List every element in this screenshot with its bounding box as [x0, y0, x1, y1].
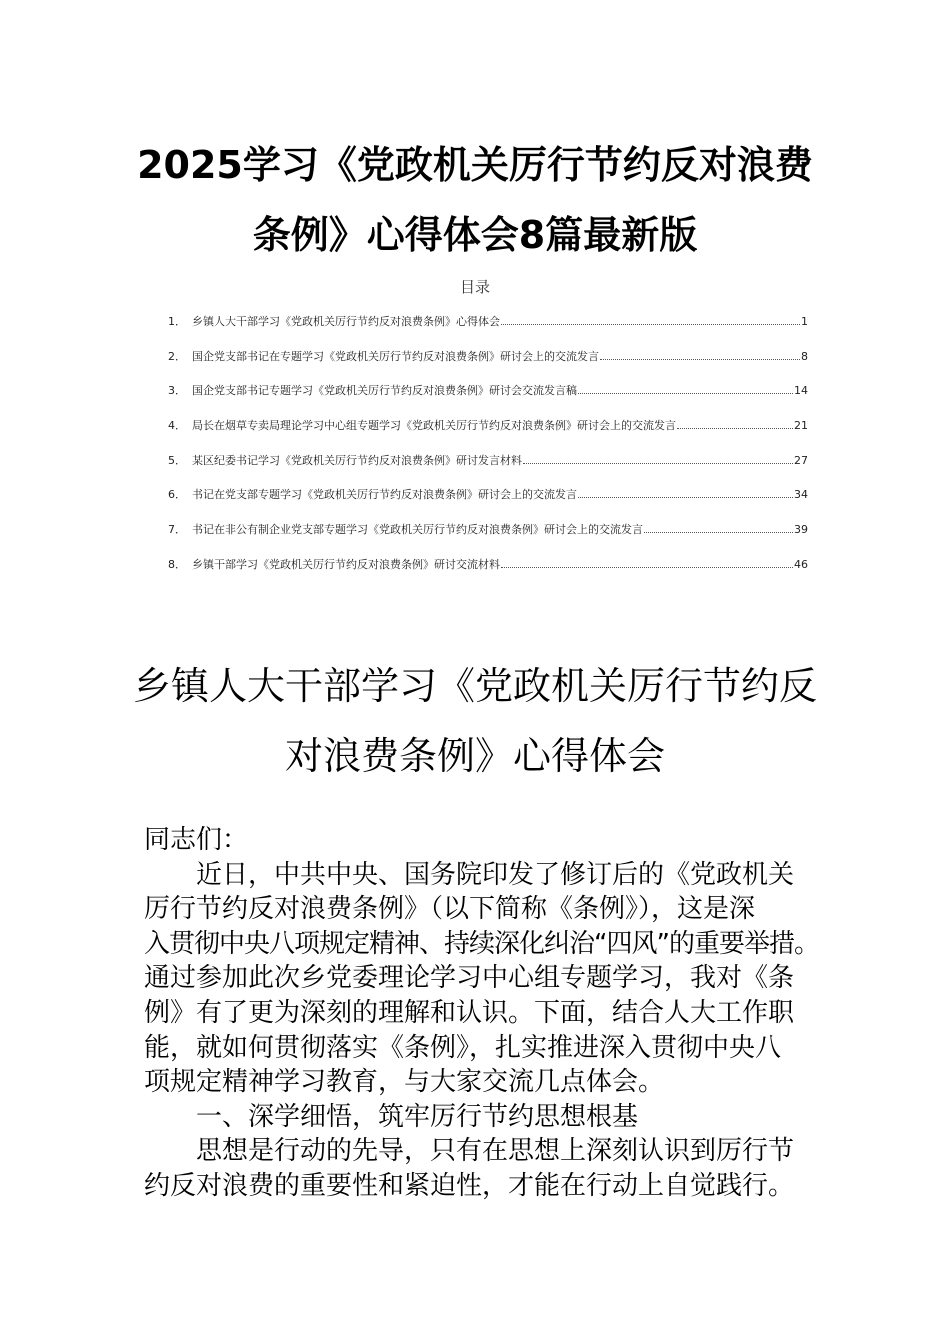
toc-leader-dots: [523, 449, 793, 464]
toc-entry-text: 书记在非公有制企业党支部专题学习《党政机关厉行节约反对浪费条例》研讨会上的交流发言: [192, 523, 643, 537]
toc-entry-page: 8: [801, 349, 808, 363]
paragraph-line: 约反对浪费的重要性和紧迫性，才能在行动上自觉践行。: [144, 1170, 795, 1201]
table-of-contents: [168, 310, 808, 588]
toc-entry[interactable]: [168, 518, 808, 553]
section-title-line-2: 对浪费条例》心得体会: [284, 734, 665, 778]
toc-leader-dots: [677, 414, 793, 429]
document-title-line-2: 条例》心得体会8篇最新版: [252, 213, 698, 257]
toc-leader-dots: [644, 518, 793, 533]
toc-entry-number: 4．: [168, 419, 186, 433]
toc-entry-number: 1．: [168, 315, 186, 328]
toc-leader-dots: [578, 379, 793, 394]
toc-entry-number: 5．: [168, 453, 186, 467]
toc-entry-text: 乡镇干部学习《党政机关厉行节约反对浪费条例》研讨交流材料: [192, 557, 500, 571]
paragraph-line: 项规定精神学习教育，与大家交流几点体会。: [144, 1067, 665, 1098]
toc-entry-text: 书记在党支部专题学习《党政机关厉行节约反对浪费条例》研讨会上的交流发言: [192, 488, 577, 502]
toc-entry-text: 乡镇人大干部学习《党政机关厉行节约反对浪费条例》心得体会: [192, 315, 500, 328]
toc-entry[interactable]: [168, 379, 808, 414]
paragraph-line: 例》有了更为深刻的理解和认识。下面，结合人大工作职: [144, 997, 795, 1028]
toc-entry-number: 8．: [168, 557, 186, 571]
toc-entry-page: 27: [794, 453, 808, 467]
toc-entry-page: 1: [801, 315, 808, 328]
toc-entry-text: 国企党支部书记专题学习《党政机关厉行节约反对浪费条例》研讨会交流发言稿: [192, 384, 577, 398]
toc-leader-dots: [501, 553, 793, 568]
toc-entry-page: 39: [794, 523, 808, 537]
paragraph-line: 近日，中共中央、国务院印发了修订后的《党政机关: [196, 859, 795, 890]
toc-entry-text: 国企党支部书记在专题学习《党政机关厉行节约反对浪费条例》研讨会上的交流发言: [192, 349, 599, 363]
toc-leader-dots: [600, 345, 800, 360]
toc-heading: 目录: [459, 278, 490, 296]
toc-entry-text: 某区纪委书记学习《党政机关厉行节约反对浪费条例》研讨发言材料: [192, 453, 522, 467]
toc-entry[interactable]: [168, 414, 808, 449]
document-title-line-1: 2025学习《党政机关厉行节约反对浪费: [137, 143, 813, 187]
toc-entry-page: 21: [794, 419, 808, 433]
body-text: [144, 823, 819, 1204]
toc-leader-dots: [578, 483, 793, 498]
toc-leader-dots: [501, 310, 800, 325]
paragraph-line: 入贯彻中央八项规定精神、持续深化纠治“四风”的重要举措。: [144, 928, 819, 959]
paragraph-line: 通过参加此次乡党委理论学习中心组专题学习，我对《条: [144, 963, 795, 994]
toc-entry-page: 14: [794, 384, 808, 398]
section-title-line-1: 乡镇人大干部学习《党政机关厉行节约反: [132, 664, 817, 708]
toc-entry-number: 7．: [168, 523, 186, 537]
toc-entry[interactable]: [168, 310, 808, 345]
salutation: 同志们：: [144, 825, 249, 855]
subheading: 一、深学细悟，筑牢厉行节约思想根基: [196, 1101, 639, 1132]
toc-entry[interactable]: [168, 553, 808, 588]
paragraph-line: 能，就如何贯彻落实《条例》，扎实推进深入贯彻中央八: [144, 1032, 782, 1063]
toc-entry[interactable]: [168, 449, 808, 484]
paragraph-line: 厉行节约反对浪费条例》（以下简称《条例》），这是深: [144, 894, 756, 925]
toc-entry-number: 2．: [168, 349, 186, 363]
toc-entry-page: 46: [794, 557, 808, 571]
toc-entry[interactable]: [168, 345, 808, 380]
toc-entry[interactable]: [168, 483, 808, 518]
paragraph-line: 思想是行动的先导，只有在思想上深刻认识到厉行节: [196, 1136, 795, 1167]
toc-entry-number: 6．: [168, 488, 186, 502]
toc-entry-text: 局长在烟草专卖局理论学习中心组专题学习《党政机关厉行节约反对浪费条例》研讨会上的交流发言: [192, 419, 676, 433]
toc-entry-page: 34: [794, 488, 808, 502]
toc-entry-number: 3．: [168, 384, 186, 398]
